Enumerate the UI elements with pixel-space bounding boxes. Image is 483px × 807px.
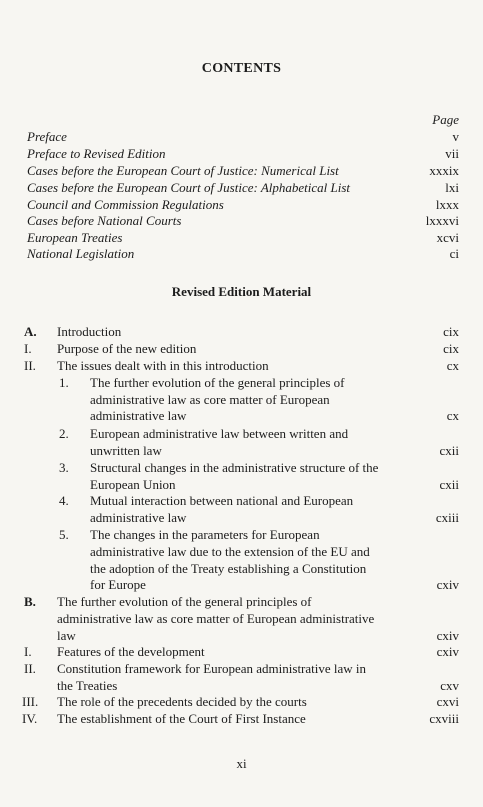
outline-entry [0,323,483,340]
outline-entry-continuation [0,509,483,526]
outline-number: II. [24,661,36,676]
outline-number: 1. [59,375,69,390]
outline-entry [0,425,483,442]
section-title: Revised Edition Material [171,284,312,299]
outline-line: The role of the precedents decided by the courts [57,694,307,709]
outline-line: The establishment of the Court of First Instance [57,711,306,726]
outline-entry-continuation [0,391,483,408]
outline-line: European administrative law between written and [90,426,349,441]
outline-entry [0,492,483,509]
outline-entry [0,340,483,357]
outline-entry-continuation [0,442,483,459]
outline-line: for Europe [90,577,146,592]
toc-entry-label: Council and Commission Regulations [27,197,224,212]
outline-number: 4. [59,493,69,508]
outline-line: Purpose of the new edition [57,341,197,356]
outline-number: 5. [59,527,69,542]
toc-entry-page: lxxx [435,197,459,212]
outline-line: Features of the development [57,644,205,659]
outline-line: law [57,628,76,643]
toc-entry-label: Preface [27,129,67,144]
toc-entry-label: Cases before National Courts [27,213,182,228]
outline-page: cx [446,358,459,373]
page-title: CONTENTS [201,61,282,76]
outline-entry [0,710,483,727]
outline-line: administrative law [90,510,187,525]
outline-entry [0,593,483,610]
outline-line: administrative law due to the extension of the EU and [90,544,370,559]
toc-entry [0,229,483,246]
outline-line: The further evolution of the general principles of [90,375,345,390]
outline-line: Structural changes in the administrative structure of the [90,460,379,475]
toc-entry [0,145,483,162]
toc-entry [0,179,483,196]
outline-number: I. [24,341,32,356]
toc-entry [0,196,483,213]
toc-entry [0,162,483,179]
toc-entry-page: xcvi [436,230,459,245]
outline-page: cxii [439,477,459,492]
toc-entry-label: National Legislation [27,246,135,261]
outline-page: cxiv [436,577,459,592]
outline-entry-continuation [0,407,483,424]
outline-line: the Treaties [57,678,118,693]
outline-line: European Union [90,477,176,492]
toc-entry-label: Cases before the European Court of Justice: Alphabetical List [27,180,351,195]
toc-entry-label: Cases before the European Court of Justice: Numerical List [27,163,339,178]
outline-line: administrative law [90,408,187,423]
outline-page: cxviii [429,711,459,726]
outline-entry [0,374,483,391]
outline-page: cxiv [436,644,459,659]
outline-number: III. [22,694,39,709]
outline-number: 2. [59,426,69,441]
outline-number: IV. [22,711,38,726]
toc-entry [0,128,483,145]
outline-page: cxiii [435,510,459,525]
toc-entry-page: xxxix [429,163,459,178]
toc-entry-page: ci [449,246,459,261]
outline-entry [0,526,483,543]
outline-entry [0,643,483,660]
toc-entry [0,212,483,229]
page-column-label: Page [432,112,459,127]
outline-entry-continuation [0,610,483,627]
outline-number: B. [24,594,36,609]
outline-line: Mutual interaction between national and European [90,493,354,508]
toc-entry-label: European Treaties [27,230,123,245]
toc-entry-label: Preface to Revised Edition [27,146,166,161]
outline-line: administrative law as core matter of European [90,392,330,407]
outline-line: Introduction [57,324,122,339]
outline-entry-continuation [0,476,483,493]
outline-line: The changes in the parameters for European [90,527,320,542]
toc-entry-page: v [452,129,459,144]
outline-entry [0,357,483,374]
outline-line: The issues dealt with in this introduction [57,358,269,373]
outline-line: unwritten law [90,443,162,458]
outline-line: the adoption of the Treaty establishing a Constitution [90,561,367,576]
outline-entry [0,693,483,710]
outline-line: administrative law as core matter of European administrative [57,611,375,626]
outline-number: I. [24,644,32,659]
outline-entry-continuation [0,560,483,577]
outline-line: Constitution framework for European administrative law in [57,661,367,676]
toc-entry-page: vii [445,146,459,161]
outline-entry [0,459,483,476]
outline-line: The further evolution of the general principles of [57,594,312,609]
outline-entry-continuation [0,677,483,694]
outline-number: A. [24,324,37,339]
outline-entry-continuation [0,627,483,644]
outline-page: cix [443,341,459,356]
outline-number: 3. [59,460,69,475]
toc-entry-page: lxxxvi [425,213,459,228]
page-column-header [0,111,483,128]
outline-page: cx [446,408,459,423]
outline-page: cxvi [436,694,459,709]
outline-page: cix [443,324,459,339]
outline-page: cxv [440,678,459,693]
outline-number: II. [24,358,36,373]
outline-entry-continuation [0,543,483,560]
outline-entry [0,660,483,677]
outline-page: cxii [439,443,459,458]
outline-entry-continuation [0,576,483,593]
toc-entry-page: lxi [445,180,459,195]
outline-page: cxiv [436,628,459,643]
page-number: xi [236,756,247,771]
toc-entry [0,245,483,262]
